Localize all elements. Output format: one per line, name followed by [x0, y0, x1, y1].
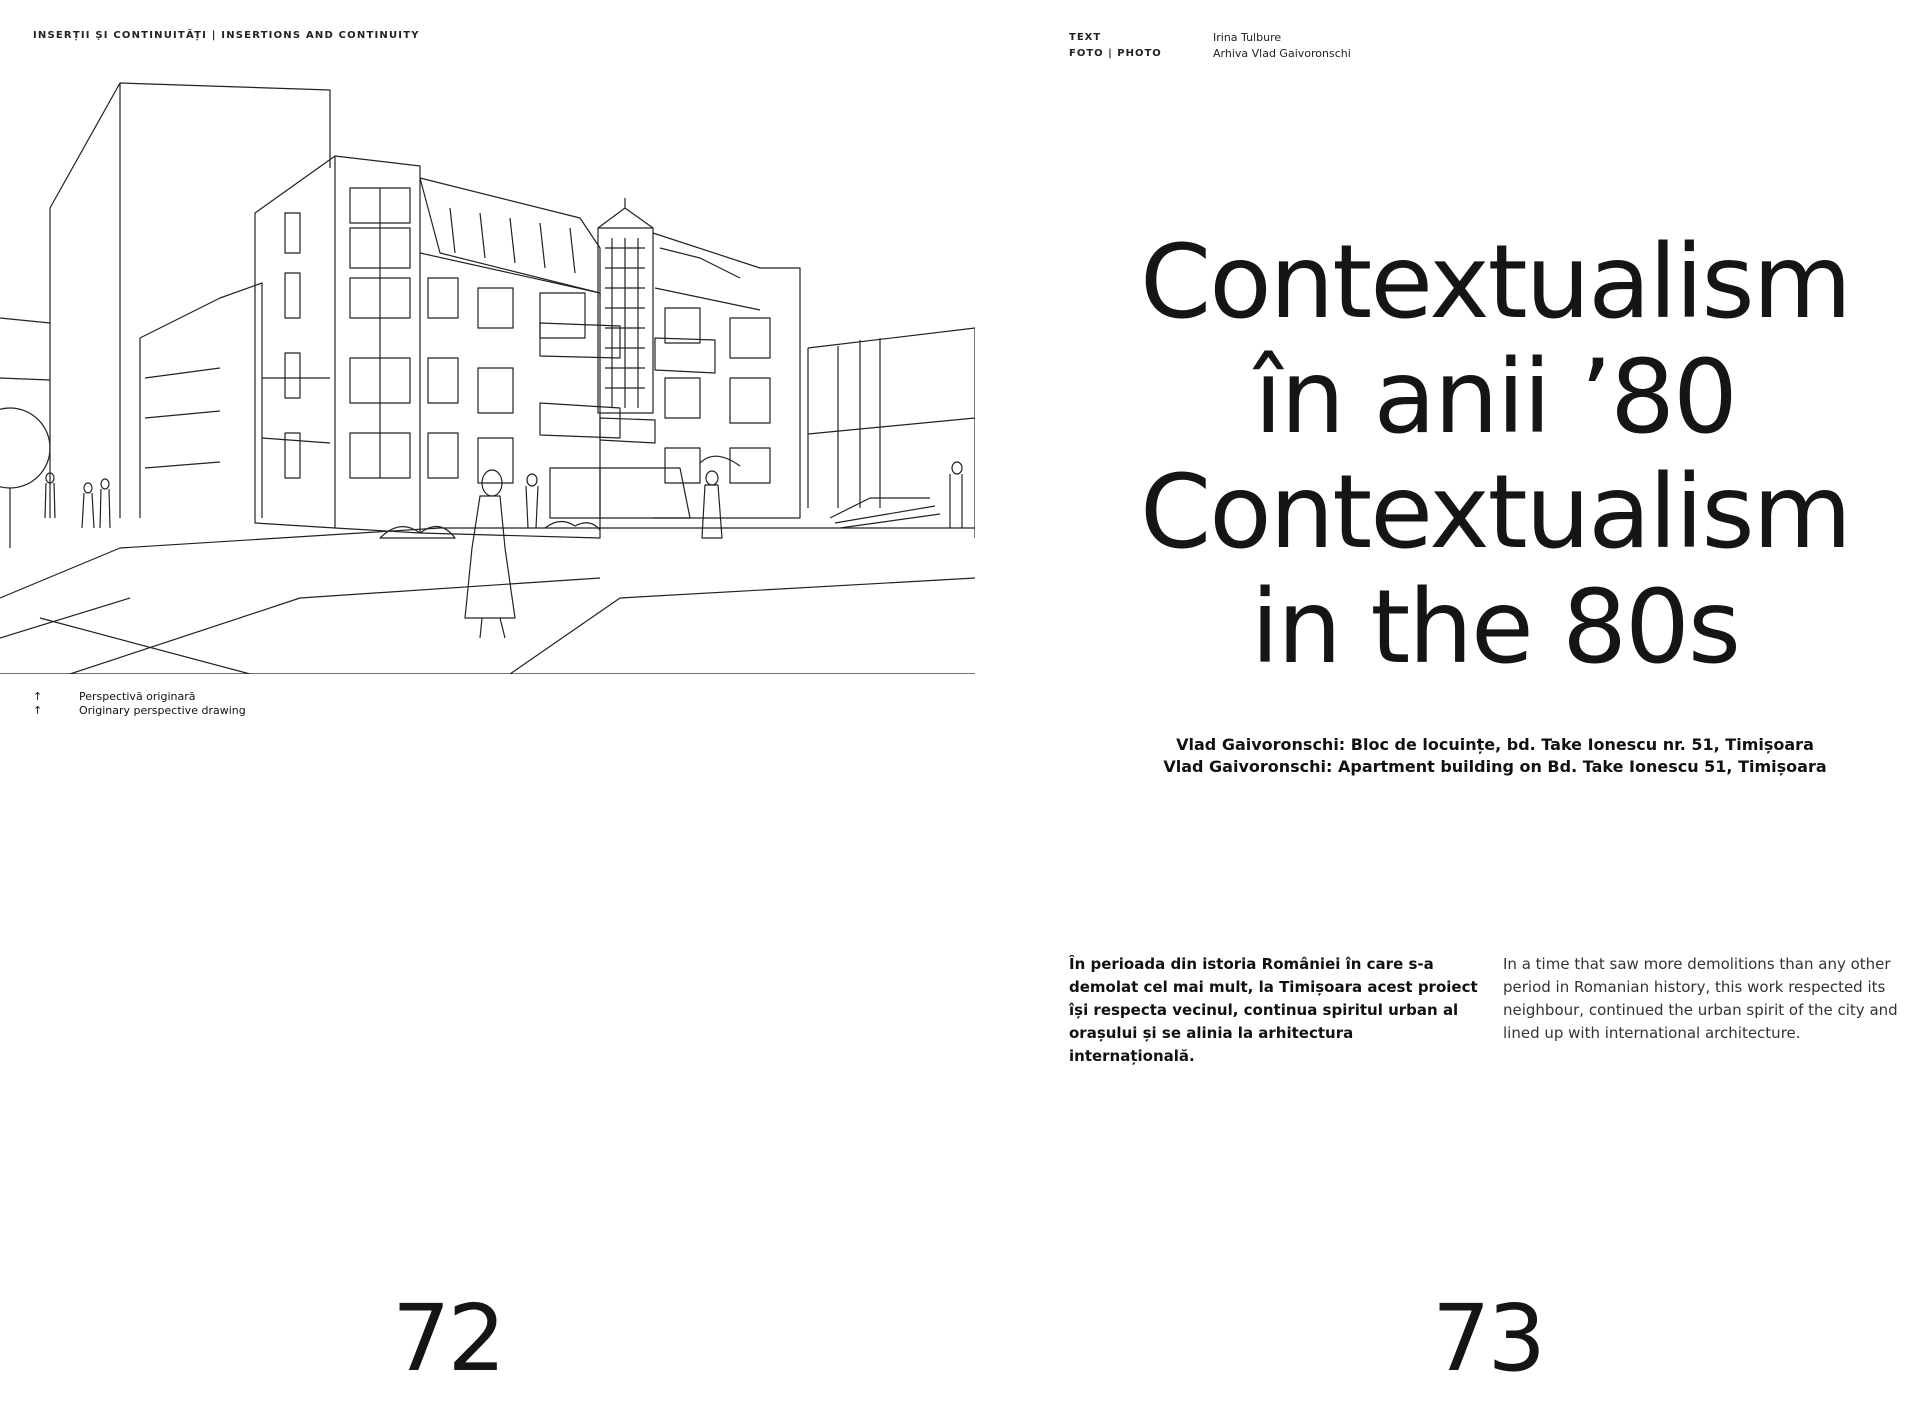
title-line-1: Contextualism — [1140, 223, 1850, 342]
body-paragraph-ro: În perioada din istoria României în care s-a demolat cel mai mult, la Timișoara acest proiect își respecta vecinul, continua spiritul urban al orașului și se alinia la arhitectura internațională. — [1069, 955, 1478, 1065]
arrow-up-icon: ↑ — [33, 704, 43, 717]
arrow-up-icon: ↑ — [33, 690, 43, 703]
credit-photo-label: FOTO | PHOTO — [1069, 48, 1162, 59]
page-number-right: 73 — [1432, 1285, 1544, 1392]
credit-text-value: Irina Tulbure — [1213, 31, 1282, 44]
caption-text-ro: Perspectivă originară — [79, 690, 196, 703]
credits-values — [1213, 30, 1351, 62]
credit-photo-value: Arhiva Vlad Gaivoronschi — [1213, 47, 1351, 60]
article-subtitle — [1045, 734, 1920, 778]
title-line-3: Contextualism — [1140, 453, 1850, 572]
credits-labels — [1069, 30, 1162, 62]
caption-en — [33, 704, 246, 717]
body-paragraph-en: In a time that saw more demolitions than any other period in Romanian history, this work respected its neighbour, continued the urban spirit of the city and lined up with international architecture. — [1503, 955, 1898, 1042]
building-perspective-drawing — [0, 78, 975, 674]
caption-text-en: Originary perspective drawing — [79, 704, 246, 717]
title-line-2: în anii ’80 — [1254, 338, 1736, 457]
article-title — [1045, 225, 1920, 685]
title-line-4: in the 80s — [1250, 568, 1740, 687]
running-head: INSERȚII ȘI CONTINUITĂȚI | INSERTIONS AND CONTINUITY — [33, 30, 420, 41]
caption-ro — [33, 690, 196, 703]
subtitle-en: Vlad Gaivoronschi: Apartment building on Bd. Take Ionescu 51, Timișoara — [1163, 757, 1827, 776]
figure-woman — [465, 470, 515, 638]
subtitle-ro: Vlad Gaivoronschi: Bloc de locuințe, bd. Take Ionescu nr. 51, Timișoara — [1176, 735, 1814, 754]
page-number-left: 72 — [392, 1285, 504, 1392]
credit-text-label: TEXT — [1069, 32, 1102, 43]
